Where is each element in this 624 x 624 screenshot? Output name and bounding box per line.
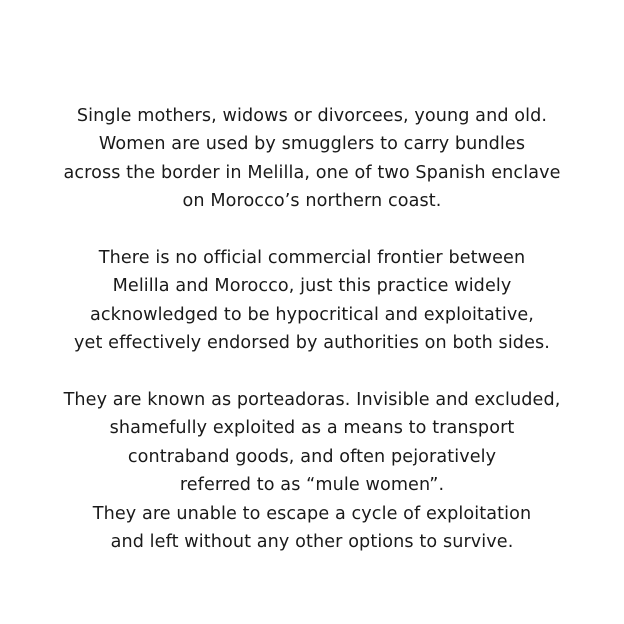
text-line: Single mothers, widows or divorcees, young and old.	[76, 106, 548, 126]
statement-text	[0, 102, 624, 556]
text-line: yet effectively endorsed by authorities on both sides.	[74, 333, 550, 354]
text-line: Women are used by smugglers to carry bundles	[98, 134, 526, 155]
paragraph-2	[0, 244, 624, 358]
text-line: referred to as “mule women”.	[179, 475, 445, 496]
text-line: across the border in Melilla, one of two Spanish enclave	[63, 162, 561, 183]
text-line: There is no official commercial frontier between	[98, 248, 526, 269]
text-line: Melilla and Morocco, just this practice widely	[112, 276, 512, 297]
paragraph-1	[0, 102, 624, 216]
text-line: acknowledged to be hypocritical and exploitative,	[90, 304, 534, 325]
text-line: They are known as porteadoras. Invisible and excluded,	[63, 390, 561, 411]
text-line: on Morocco’s northern coast.	[182, 191, 442, 212]
text-line: They are unable to escape a cycle of exploitation	[92, 503, 532, 524]
text-line: and left without any other options to survive.	[110, 532, 514, 553]
paragraph-spacer	[0, 358, 624, 386]
text-line: shamefully exploited as a means to transport	[109, 418, 515, 439]
paragraph-3	[0, 386, 624, 556]
paragraph-spacer	[0, 216, 624, 244]
text-line: contraband goods, and often pejoratively	[127, 446, 497, 467]
